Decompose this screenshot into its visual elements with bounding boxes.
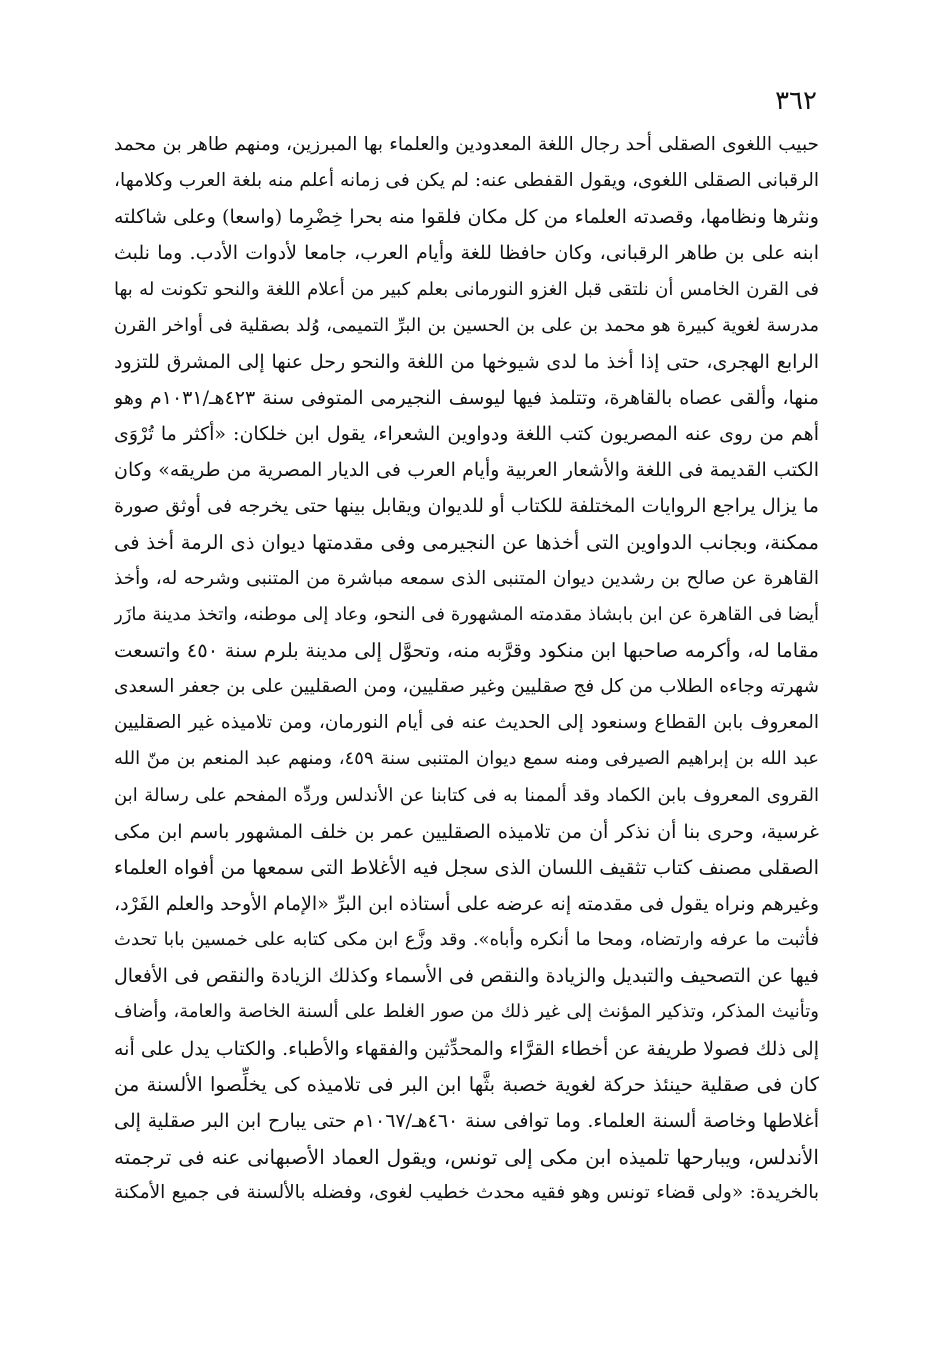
- text-line: ممكنة، وبجانب الدواوين التى أخذها عن النجيرمى وفى مقدمتها ديوان ذى الرمة أخذ فى: [114, 530, 819, 554]
- text-line: أيضا فى القاهرة عن ابن بابشاذ مقدمته المشهورة فى النحو، وعاد إلى موطنه، واتخذ مدينة مازَر: [114, 603, 819, 625]
- text-line: بالخريدة: «ولى قضاء تونس وهو فقيه محدث خطيب لغوى، وفضله بالألسنة فى جميع الأمكنة: [114, 1182, 819, 1204]
- body-text: [114, 127, 819, 1211]
- text-line: مدرسة لغوية كبيرة هو محمد بن على بن الحسين بن البرِّ التميمى، وُلد بصقلية فى أواخر القرن: [114, 314, 819, 336]
- text-line: شهرته وجاءه الطلاب من كل فج صقليين وغير صقليين، ومن الصقليين على بن جعفر السعدى: [114, 676, 819, 698]
- page-number: ٣٦٢: [775, 86, 817, 116]
- text-line: وغيرهم ونراه يقول فى مقدمته إنه عرضه على أستاذه ابن البرِّ «الإمام الأوحد والعلم الفَرْد،: [114, 892, 819, 915]
- text-line: الأندلس، ويبارحها تلميذه ابن مكى إلى تونس، ويقول العماد الأصبهانى عنه فى ترجمته: [114, 1144, 819, 1169]
- text-line: كان فى صقلية حينئذ حركة لغوية خصبة بثَّها ابن البر فى تلاميذه كى يخلِّصوا الألسنة من: [114, 1072, 819, 1096]
- text-line: ونثرها ونظامها، وقصدته العلماء من كل مكان فلقوا منه بحرا خِضْرِما (واسعا) وعلى شاكلته: [114, 206, 819, 229]
- text-line: إلى ذلك فصولا طريفة عن أخطاء القرَّاء والمحدِّثين والفقهاء والأطباء. والكتاب يدل على أنه: [114, 1037, 819, 1060]
- text-line: القروى المعروف بابن الكماد وقد ألممنا به فى كتابنا عن الأندلس وردِّه المفحم على رسالة ابن: [114, 784, 819, 806]
- text-line: حبيب اللغوى الصقلى أحد رجال اللغة المعدودين والعلماء بها المبرزين، ومنهم طاهر بن محمد: [114, 134, 819, 155]
- text-line: القاهرة عن صالح بن رشدين ديوان المتنبى الذى سمعه مباشرة من المتنبى وشرحه له، وأخذ: [114, 567, 819, 589]
- text-line: المعروف بابن القطاع وسنعود إلى الحديث عنه فى أيام النورمان، ومن تلاميذه غير الصقليين: [114, 712, 819, 734]
- text-line: غرسية، وحرى بنا أن نذكر أن من تلاميذه الصقليين عمر بن خلف المشهور باسم ابن مكى: [114, 820, 819, 843]
- text-line: عبد الله بن إبراهيم الصيرفى ومنه سمع ديوان المتنبى سنة ٤٥٩، ومنهم عبد المنعم بن منّ الله: [114, 748, 819, 770]
- text-line: مقاما له، وأكرمه صاحبها ابن منكود وقرَّبه منه، وتحوَّل إلى مدينة بلرم سنة ٤٥٠ واتسعت: [114, 638, 819, 662]
- text-line: فأثبت ما عرفه وارتضاه، ومحا ما أنكره وأباه». وقد وزَّع ابن مكى كتابه على خمسين بابا تحدث: [114, 929, 819, 951]
- text-line: منها، وألقى عصاه بالقاهرة، وتتلمذ فيها ليوسف النجيرمى المتوفى سنة ٤٢٣هـ/١٠٣١م وهو: [114, 386, 819, 409]
- text-line: الرابع الهجرى، حتى إذا أخذ ما لدى شيوخها من اللغة والنحو رحل عنها إلى المشرق للتزود: [114, 350, 819, 373]
- text-line: فيها عن التصحيف والتبديل والزيادة والنقص فى الأسماء وكذلك الزيادة والنقص فى الأفعال: [114, 965, 819, 988]
- text-line: ابنه على بن طاهر الرقبانى، وكان حافظا للغة وأيام العرب، جامعا لأدوات الأدب. وما نلبث: [114, 242, 819, 265]
- text-line: أهم من روى عنه المصريون كتب اللغة ودواوين الشعراء، يقول ابن خلكان: «أكثر ما تُرْوَى: [114, 423, 819, 446]
- text-line: أغلاطها وخاصة ألسنة العلماء. وما توافى سنة ٤٦٠هـ/١٠٦٧م حتى يبارح ابن البر صقلية إلى: [114, 1109, 819, 1132]
- text-line: الكتب القديمة فى اللغة والأشعار العربية وأيام العرب فى الديار المصرية من طريقه» وكان: [114, 459, 819, 482]
- text-line: الرقبانى الصقلى اللغوى، ويقول القفطى عنه: لم يكن فى زمانه أعلم منه بلغة العرب وكلامها،: [114, 170, 819, 192]
- text-line: وتأنيث المذكر، وتذكير المؤنث إلى غير ذلك من صور الغلط على ألسنة الخاصة والعامة، وأضاف: [114, 1001, 819, 1023]
- text-line: الصقلى مصنف كتاب تثقيف اللسان الذى سجل فيه الأغلاط التى سمعها من أفواه العلماء: [114, 855, 819, 879]
- text-line: ما يزال يراجع الروايات المختلفة للكتاب أو للديوان ويقابل بينها حتى يخرجه فى أوثق صورة: [114, 495, 819, 518]
- text-line: فى القرن الخامس أن نلتقى قبل الغزو النورمانى بعلم كبير من أعلام اللغة والنحو تكونت له بها: [114, 278, 819, 300]
